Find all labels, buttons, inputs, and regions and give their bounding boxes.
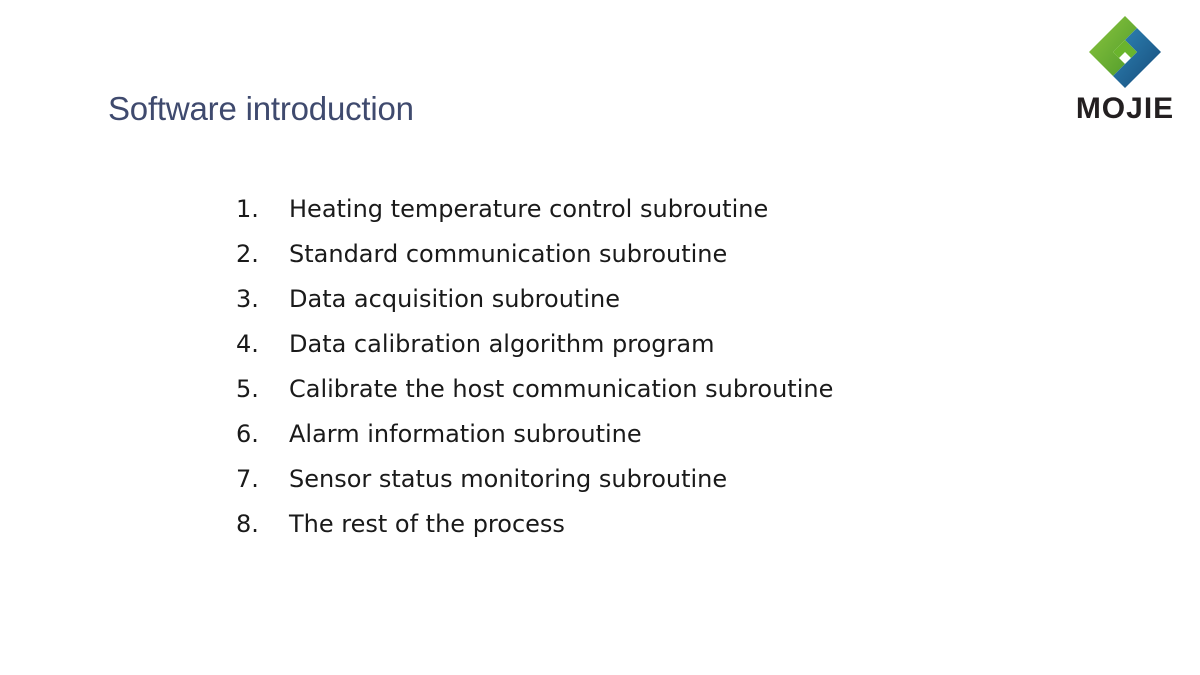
list-item (236, 366, 833, 411)
item-number: 4. (236, 329, 259, 358)
item-text: Alarm information subroutine (289, 419, 642, 448)
item-number: 8. (236, 509, 259, 538)
list-item (236, 186, 833, 231)
item-text: The rest of the process (289, 509, 565, 538)
item-number: 2. (236, 239, 259, 268)
list-item (236, 456, 833, 501)
slide-title: Software introduction (108, 90, 414, 127)
list-item (236, 411, 833, 456)
item-text: Data calibration algorithm program (289, 329, 715, 358)
item-number: 1. (236, 194, 259, 223)
item-number: 7. (236, 464, 259, 493)
item-text: Heating temperature control subroutine (289, 194, 769, 223)
item-text: Data acquisition subroutine (289, 284, 620, 313)
item-number: 6. (236, 419, 259, 448)
list-item (236, 501, 833, 546)
list-item (236, 321, 833, 366)
mojie-logo-icon (1087, 14, 1163, 90)
item-number: 3. (236, 284, 259, 313)
item-text: Sensor status monitoring subroutine (289, 464, 728, 493)
item-number: 5. (236, 374, 259, 403)
list-item (236, 276, 833, 321)
subroutine-list (236, 186, 833, 546)
logo-wordmark: MOJIE (1075, 92, 1175, 125)
company-logo (1060, 10, 1190, 130)
item-text: Standard communication subroutine (289, 239, 728, 268)
list-item (236, 231, 833, 276)
item-text: Calibrate the host communication subroutine (289, 374, 834, 403)
